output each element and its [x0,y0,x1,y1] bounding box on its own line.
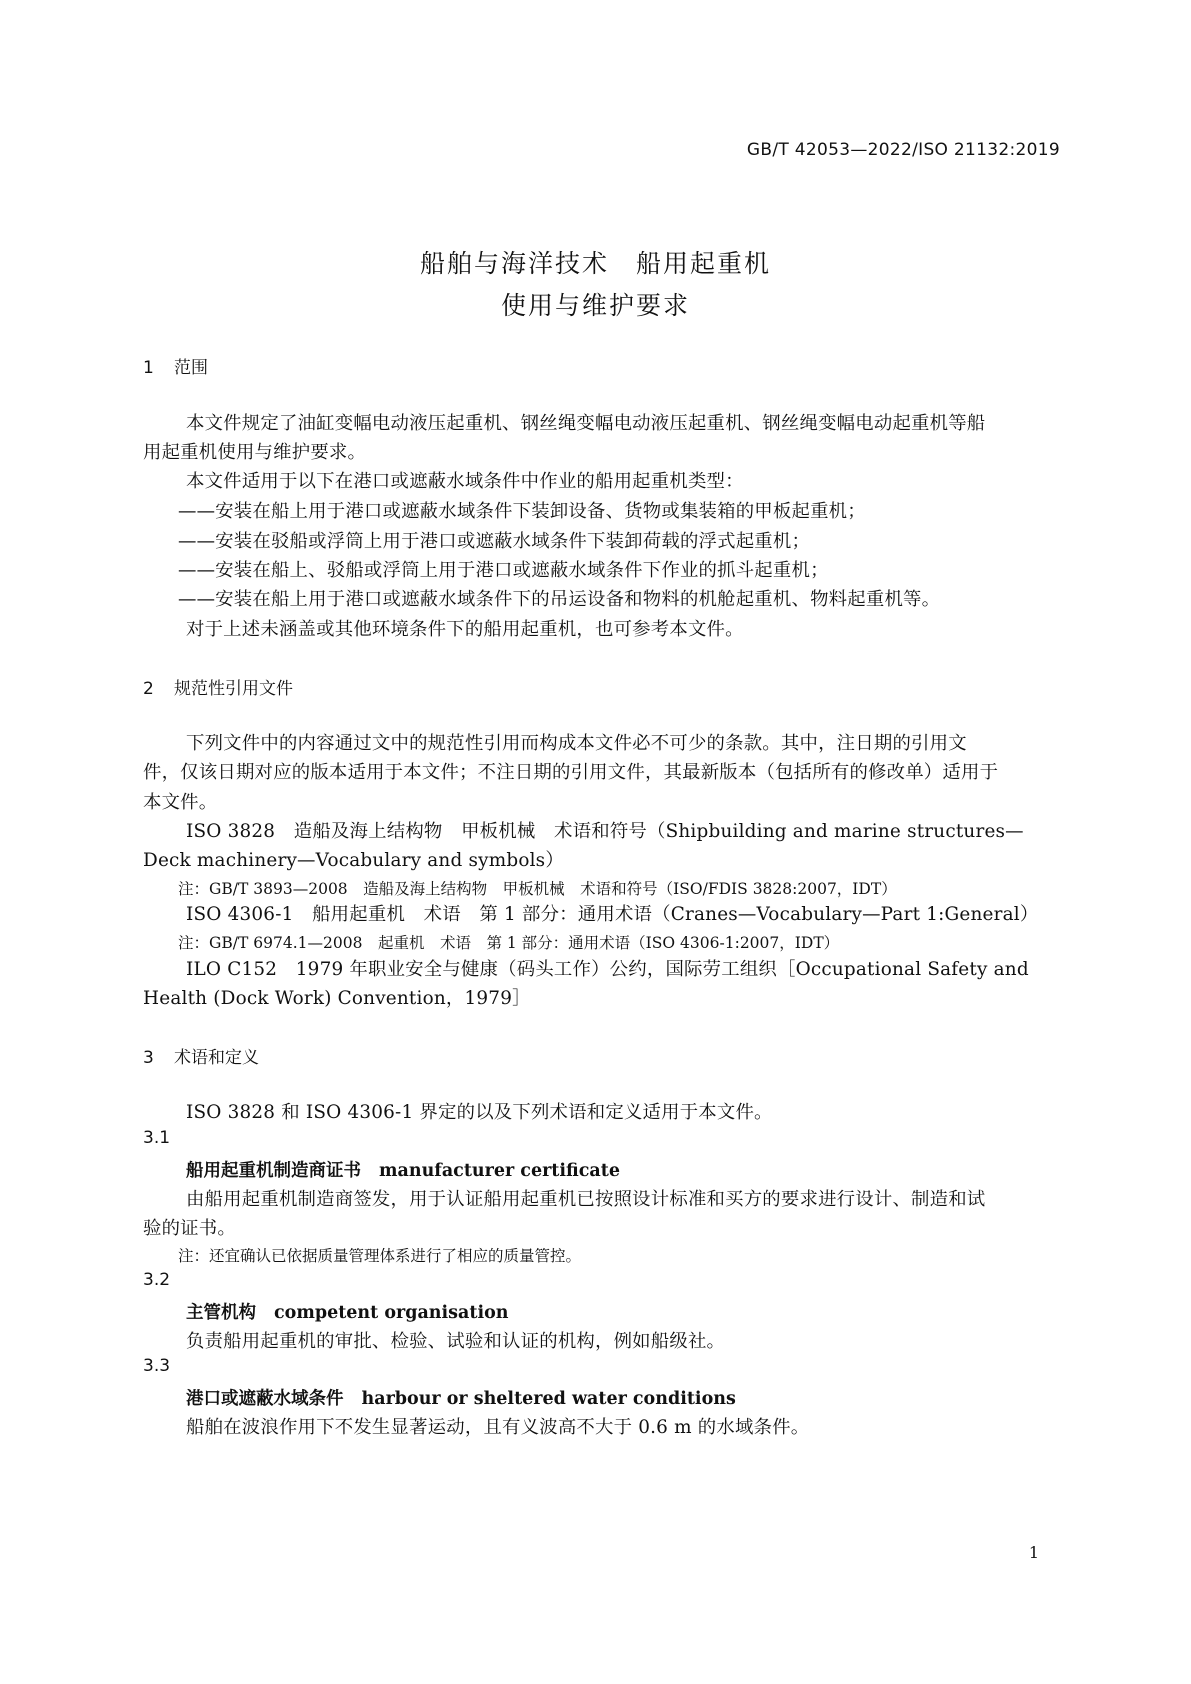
term-english: harbour or sheltered water conditions [361,1389,736,1409]
term-definition: 船舶在波浪作用下不发生显著运动，且有义波高不大于 0.6 m 的水域条件。 [186,1417,810,1438]
term-definition-cont: 验的证书。 [143,1218,236,1239]
reference-ilo-c152-cont: Health (Dock Work) Convention，1979］ [143,988,531,1009]
document-title-line2: 使用与维护要求 [500,291,690,320]
section-2-paragraph-cont: 本文件。 [143,792,218,813]
section-1-scope-intro: 本文件适用于以下在港口或遮蔽水域条件中作业的船用起重机类型： [186,471,744,492]
term-english: manufacturer certificate [379,1161,620,1181]
section-title: 规范性引用文件 [174,679,293,699]
reference-iso-3828: ISO 3828 造船及海上结构物 甲板机械 术语和符号（Shipbuilding and marine structures— [186,821,1024,842]
section-title: 范围 [174,358,208,378]
page-number: 1 [1028,1543,1039,1562]
reference-ilo-c152: ILO C152 1979 年职业安全与健康（码头工作）公约，国际劳工组织［Occupational Safety and [186,959,1029,980]
reference-iso-4306-1: ISO 4306-1 船用起重机 术语 第 1 部分：通用术语（Cranes—Vocabulary—Part 1:General） [186,904,1039,925]
note-label: 注： [178,934,210,952]
section-number: 3 [143,1048,154,1068]
term-definition: 负责船用起重机的审批、检验、试验和认证的机构，例如船级社。 [186,1331,726,1352]
note-text: GB/T 6974.1—2008 起重机 术语 第 1 部分：通用术语（ISO 4306-1:2007，IDT） [209,934,840,952]
section-1-closing: 对于上述未涵盖或其他环境条件下的船用起重机，也可参考本文件。 [186,619,744,640]
section-3-intro: ISO 3828 和 ISO 4306-1 界定的以及下列术语和定义适用于本文件。 [186,1102,773,1123]
note-label: 注： [178,1247,210,1265]
section-number: 2 [143,679,154,699]
section-title: 术语和定义 [174,1048,259,1068]
term-number: 3.2 [143,1270,171,1290]
section-1-heading [143,353,208,378]
section-2-paragraph-cont: 件，仅该日期对应的版本适用于本文件；不注日期的引用文件，其最新版本（包括所有的修改单）适用于 [143,762,999,783]
note-label: 注： [178,880,210,898]
list-item: ——安装在船上用于港口或遮蔽水域条件下装卸设备、货物或集装箱的甲板起重机； [178,501,866,522]
term-chinese: 船用起重机制造商证书 [186,1161,361,1181]
section-number: 1 [143,358,154,378]
document-title-line1: 船舶与海洋技术 船用起重机 [419,249,771,278]
reference-note [178,877,897,899]
note-text: GB/T 3893—2008 造船及海上结构物 甲板机械 术语和符号（ISO/FDIS 3828:2007，IDT） [209,880,897,898]
term-entry [186,1157,620,1182]
term-entry [186,1385,736,1410]
section-1-paragraph-cont: 用起重机使用与维护要求。 [143,442,367,463]
section-2-paragraph: 下列文件中的内容通过文中的规范性引用而构成本文件必不可少的条款。其中，注日期的引用文 [186,733,967,754]
term-number: 3.3 [143,1356,171,1376]
section-3-heading [143,1043,259,1068]
section-2-heading [143,674,293,699]
term-chinese: 主管机构 [186,1303,256,1323]
standard-number: GB/T 42053—2022/ISO 21132:2019 [746,140,1060,160]
term-note [178,1244,581,1266]
term-entry [186,1299,509,1324]
section-1-paragraph: 本文件规定了油缸变幅电动液压起重机、钢丝绳变幅电动液压起重机、钢丝绳变幅电动起重机等船 [186,413,986,434]
term-definition: 由船用起重机制造商签发，用于认证船用起重机已按照设计标准和买方的要求进行设计、制造和试 [186,1189,986,1210]
list-item: ——安装在船上、驳船或浮筒上用于港口或遮蔽水域条件下作业的抓斗起重机； [178,560,829,581]
list-item: ——安装在船上用于港口或遮蔽水域条件下的吊运设备和物料的机舱起重机、物料起重机等。 [178,589,941,610]
note-text: 还宜确认已依据质量管理体系进行了相应的质量管控。 [209,1247,582,1265]
term-english: competent organisation [274,1303,509,1323]
term-number: 3.1 [143,1128,171,1148]
reference-note [178,931,839,953]
term-chinese: 港口或遮蔽水域条件 [186,1389,344,1409]
list-item: ——安装在驳船或浮筒上用于港口或遮蔽水域条件下装卸荷载的浮式起重机； [178,531,811,552]
reference-iso-3828-cont: Deck machinery—Vocabulary and symbols） [143,850,564,871]
